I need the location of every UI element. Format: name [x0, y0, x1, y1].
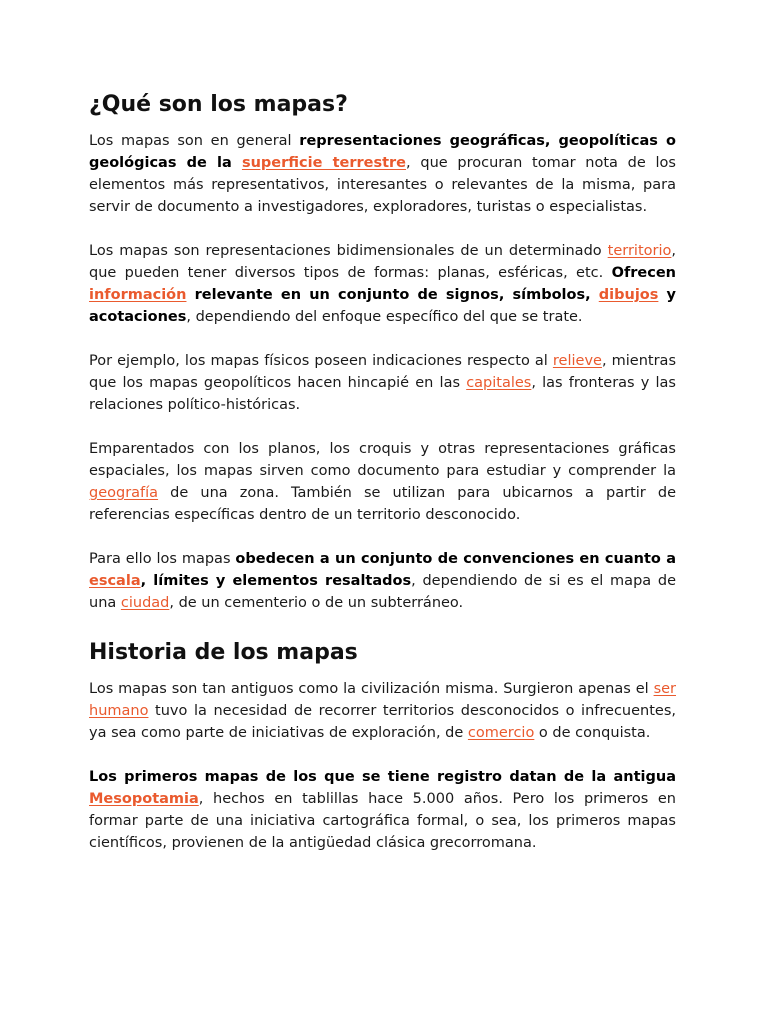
link-geografia[interactable]: geografía: [89, 485, 159, 501]
paragraph: [89, 548, 676, 614]
paragraph-text: Los mapas son representaciones bidimensionales de un determinado: [89, 243, 608, 259]
paragraph-text: , dependiendo de si es el mapa de una: [89, 573, 677, 611]
link-comercio[interactable]: comercio: [467, 725, 535, 741]
link-capitales[interactable]: capitales: [466, 375, 532, 391]
paragraph-text: Emparentados con los planos, los croquis y otras representaciones gráficas espaciales, los mapas sirven como documento para estudiar y comprender la: [89, 441, 676, 479]
paragraph-text: , dependiendo del enfoque específico del que se trate.: [186, 309, 583, 325]
paragraph-text: Por ejemplo, los mapas físicos poseen indicaciones respecto al: [89, 353, 553, 369]
paragraph-bold-text: obedecen a un conjunto de convenciones en cuanto a: [235, 551, 676, 567]
paragraph-text: , de un cementerio o de un subterráneo.: [169, 595, 464, 611]
paragraph-text: tuvo la necesidad de recorrer territorios desconocidos o infrecuentes, ya sea como parte de iniciativas de exploración, de: [89, 703, 676, 741]
link-escala[interactable]: escala: [89, 573, 141, 589]
article-content: [89, 90, 676, 854]
paragraph: [89, 350, 676, 416]
paragraph-text: , hechos en tablillas hace 5.000 años. Pero los primeros en formar parte de una iniciativa cartográfica formal, o sea, los primeros mapas científicos, provienen de la antigüedad clásica grecorromana.: [89, 791, 676, 851]
paragraph-bold-text: relevante en un conjunto de signos, símbolos,: [186, 287, 599, 303]
paragraph-bold-text: representaciones geográficas, geopolíticas o geológicas de la: [89, 133, 676, 171]
link-mesopotamia[interactable]: Mesopotamia: [89, 791, 199, 807]
link-ciudad[interactable]: ciudad: [120, 595, 170, 611]
paragraph-text: , las fronteras y las relaciones político-históricas.: [89, 375, 676, 413]
paragraph: [89, 766, 676, 854]
paragraph-text: , que procuran tomar nota de los elementos más representativos, interesantes o relevantes de la misma, para servir de documento a investigadores, exploradores, turistas o especialistas.: [89, 155, 676, 215]
paragraph-bold-text: Los primeros mapas de los que se tiene registro datan de la antigua: [89, 769, 676, 785]
paragraph-text: Los mapas son en general: [89, 133, 300, 149]
paragraph-bold-text: y acotaciones: [89, 287, 676, 325]
heading-que-son-los-mapas: ¿Qué son los mapas?: [89, 92, 348, 117]
link-relieve[interactable]: relieve: [552, 353, 602, 369]
paragraph: [89, 240, 676, 328]
paragraph: [89, 438, 676, 526]
paragraph-text: o de conquista.: [534, 725, 651, 741]
link-informacion[interactable]: información: [89, 287, 187, 303]
paragraph-text: , mientras que los mapas geopolíticos hacen hincapié en las: [89, 353, 676, 391]
heading-historia-de-los-mapas: Historia de los mapas: [89, 640, 358, 665]
paragraph-bold-text: Ofrecen: [611, 265, 676, 281]
paragraph: [89, 130, 676, 218]
paragraph-text: Los mapas son tan antiguos como la civilización misma. Surgieron apenas el: [89, 681, 654, 697]
link-territorio[interactable]: territorio: [607, 243, 672, 259]
paragraph-text: de una zona. También se utilizan para ubicarnos a partir de referencias específicas dentro de un territorio desconocido.: [89, 485, 676, 523]
link-dibujos[interactable]: dibujos: [598, 287, 659, 303]
link-ser-humano[interactable]: ser humano: [89, 681, 676, 719]
paragraph-text: , que pueden tener diversos tipos de formas: planas, esféricas, etc.: [89, 243, 676, 281]
paragraph-text: Para ello los mapas: [89, 551, 236, 567]
paragraph: [89, 678, 676, 744]
link-superficie-terrestre[interactable]: superficie terrestre: [241, 155, 407, 171]
paragraph-bold-text: , límites y elementos resaltados: [140, 573, 412, 589]
